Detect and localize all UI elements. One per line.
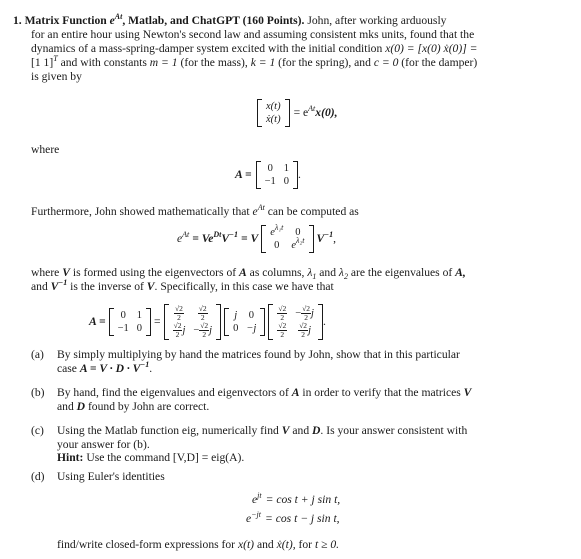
intro-line4-wrap bbox=[31, 56, 576, 70]
matrix-exp-diag bbox=[261, 223, 313, 252]
item-c-line2: your answer for (b). bbox=[57, 437, 150, 451]
item-c-hint: Hint: Use the command [V,D] = eig(A). bbox=[57, 451, 245, 465]
matrix-cell: 0 bbox=[267, 163, 273, 174]
item-label: (b) bbox=[31, 386, 45, 399]
furthermore-end: can be computed as bbox=[267, 205, 359, 218]
item-label: (c) bbox=[31, 424, 44, 437]
item-label: (d) bbox=[31, 470, 45, 483]
item-b bbox=[31, 386, 576, 413]
item-a bbox=[31, 348, 576, 375]
equation-state bbox=[257, 100, 338, 126]
eq3-lhs: $e^{At}$ bbox=[177, 230, 190, 246]
eq1-rhs: = $e^{At}x(0)$, bbox=[293, 104, 338, 120]
problem-title-math: $e^{At}$ bbox=[109, 12, 123, 27]
equation-decomposition bbox=[89, 305, 326, 339]
eq3-mid: = $Ve^{Dt}V^{-1}$ bbox=[192, 230, 238, 246]
matrix-cell: $e^{\lambda_1t}$ bbox=[270, 223, 284, 238]
item-d bbox=[31, 470, 576, 484]
furthermore-math: $e^{At}$ bbox=[252, 203, 265, 218]
item-a-line2: case $A = V \cdot D \cdot V^{-1}$. bbox=[57, 359, 153, 375]
eq3-tail-end: , bbox=[333, 232, 336, 246]
state-xdot: ẋ(t) bbox=[266, 114, 281, 125]
item-c-line1: Using the Matlab function eig, numerically find V and D. Is your answer consistent with bbox=[57, 424, 468, 437]
eq2-tail: . bbox=[298, 168, 301, 182]
eigen-line2: and $V^{-1}$ is the inverse of V. Specifically, in this case we have that bbox=[31, 278, 334, 293]
furthermore-line bbox=[31, 205, 576, 219]
problem-title: Matrix Function bbox=[24, 14, 107, 27]
problem-number: 1. bbox=[13, 14, 22, 27]
intro-line3: dynamics of a mass-spring-damper system excited with the initial condition bbox=[31, 42, 383, 55]
state-x: x(t) bbox=[266, 101, 281, 112]
intro-line3-wrap bbox=[31, 42, 576, 56]
item-b-line2: and D found by John are correct. bbox=[57, 399, 210, 413]
equation-eAt bbox=[177, 223, 336, 252]
problem-title-rest: , Matlab, and ChatGPT (160 Points). bbox=[122, 14, 305, 27]
matrix-cell: 0 bbox=[295, 227, 301, 238]
intro-line4-c: c = 0 bbox=[373, 56, 399, 69]
item-b-line1: By hand, find the eigenvalues and eigenvectors of A in order to verify that the matrices V bbox=[57, 386, 472, 399]
eq3-mid3: = V bbox=[240, 232, 259, 246]
intro-line3-math: x(0) = [x(0) ẋ(0)] = bbox=[385, 42, 478, 55]
final-instruction: find/write closed-form expressions for x(t) and ẋ(t), for t ≥ 0. bbox=[57, 538, 340, 551]
intro-line4-spring: (for the spring), and bbox=[278, 56, 371, 69]
where-label: where bbox=[31, 143, 60, 156]
matrix-D: j 0 0 −j bbox=[224, 309, 265, 335]
state-vector bbox=[257, 100, 290, 126]
eq4-lhs: A = bbox=[89, 315, 106, 329]
furthermore-text: Furthermore, John showed mathematically that bbox=[31, 205, 250, 218]
euler-identity-2: $e^{-jt}$ = cos t − j sin t, bbox=[246, 510, 340, 525]
euler-identity-1: $e^{jt}$ = cos t + j sin t, bbox=[252, 491, 341, 506]
eq2-lhs: A = bbox=[235, 168, 252, 182]
item-c bbox=[31, 424, 576, 465]
matrix-cell: 0 bbox=[283, 176, 290, 187]
matrix-cell: −1 bbox=[264, 176, 276, 187]
eq3-tail: $V^{-1}$ bbox=[316, 230, 334, 246]
item-d-line1: Using Euler's identities bbox=[57, 470, 165, 483]
problem-intro bbox=[13, 14, 573, 28]
intro-line4-mass: (for the mass), bbox=[180, 56, 248, 69]
intro-line4-m: m = 1 bbox=[149, 56, 178, 69]
matrix-A bbox=[256, 162, 298, 188]
intro-line5: is given by bbox=[31, 70, 82, 83]
item-label: (a) bbox=[31, 348, 44, 361]
item-a-line1: By simply multiplying by hand the matrices found by John, show that in this particular bbox=[57, 348, 460, 361]
intro-line2: for an entire hour using Newton's second law and assuming consistent mks units, found that the bbox=[31, 28, 475, 41]
intro-line4-k: k = 1 bbox=[250, 56, 276, 69]
eigen-line1: where V is formed using the eigenvectors of A as columns, $\lambda_1$ and $\lambda_2$ are the eigenvalues of A, bbox=[31, 266, 466, 281]
intro-line1: John, after working arduously bbox=[307, 14, 447, 27]
intro-line4-math: [1 1]$^T$ bbox=[31, 54, 58, 69]
matrix-cell: $e^{\lambda_2t}$ bbox=[291, 236, 305, 251]
matrix-cell: 0 bbox=[274, 240, 280, 251]
intro-line4-text: and with constants bbox=[60, 56, 147, 69]
eq4-eq: = bbox=[154, 315, 161, 329]
equation-A bbox=[235, 162, 301, 188]
matrix-V-inverse: $\frac{√2}{2}$ − $\frac{√2}{2}$ j $\frac{√2}{2}$ $\frac{√2}{2}$ j bbox=[268, 305, 323, 339]
eq4-end: . bbox=[322, 315, 326, 329]
matrix-A-again: 0 1 −1 0 bbox=[109, 309, 151, 335]
intro-line4-damper: (for the damper) bbox=[401, 56, 478, 69]
matrix-V: $\frac{√2}{2}$ $\frac{√2}{2}$ $\frac{√2}{2}$ j − $\frac{√2}{2}$ j bbox=[164, 305, 222, 339]
matrix-cell: 1 bbox=[283, 163, 290, 174]
